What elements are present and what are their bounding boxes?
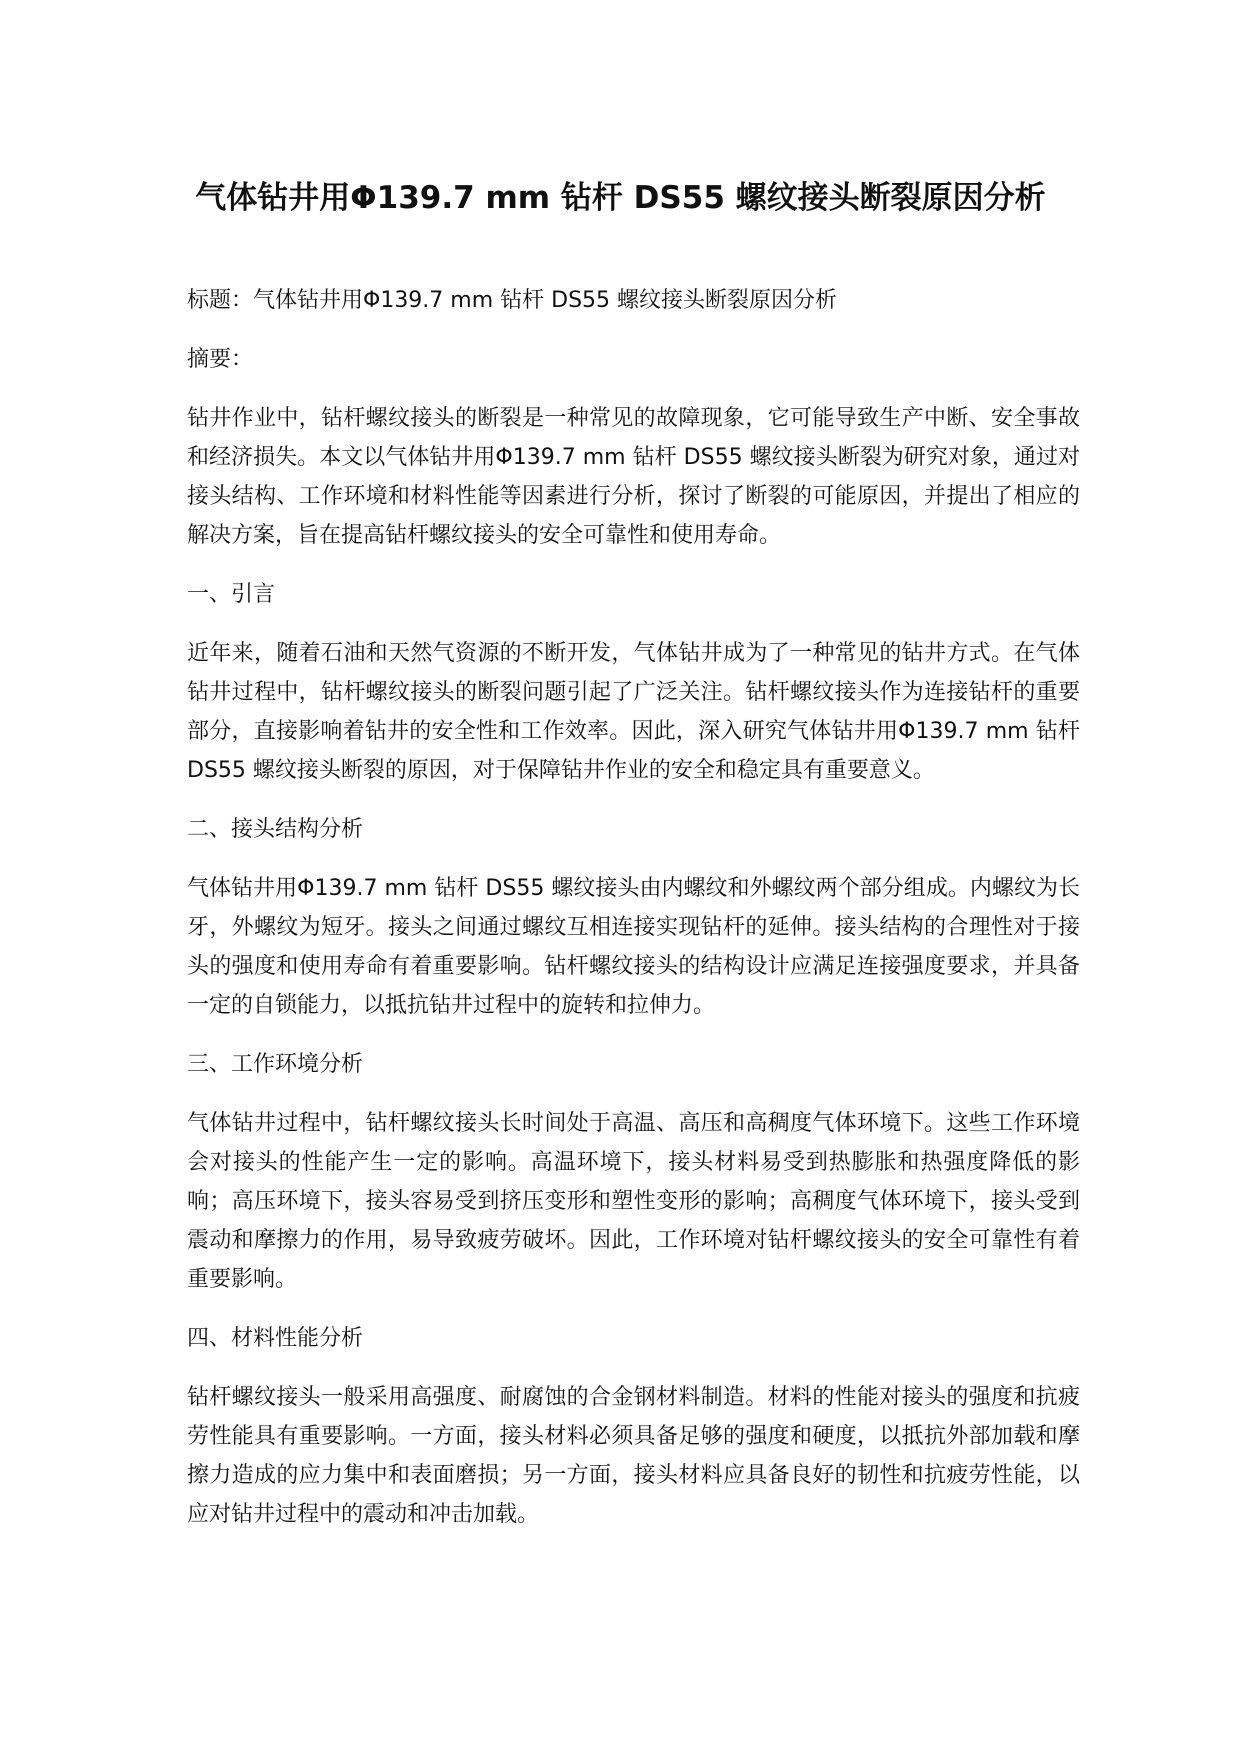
material-paragraph: 钻杆螺纹接头一般采用高强度、耐腐蚀的合金钢材料制造。材料的性能对接头的强度和抗疲劳性能具有重要影响。一方面，接头材料必须具备足够的强度和硬度，以抵抗外部加载和摩擦力造成的应力集中和表面磨损；另一方面，接头材料应具备良好的韧性和抗疲劳性能，以应对钻井过程中的震动和冲击加载。: [187, 1385, 1080, 1527]
title-line: 标题：气体钻井用Φ139.7 mm 钻杆 DS55 螺纹接头断裂原因分析: [187, 288, 838, 313]
document-body: [187, 281, 1080, 1554]
section-heading-environment: 三、工作环境分析: [187, 1052, 364, 1077]
structure-paragraph: 气体钻井用Φ139.7 mm 钻杆 DS55 螺纹接头由内螺纹和外螺纹两个部分组成。内螺纹为长牙，外螺纹为短牙。接头之间通过螺纹互相连接实现钻杆的延伸。接头结构的合理性对于接头的强度和使用寿命有着重要影响。钻杆螺纹接头的结构设计应满足连接强度要求，并具备一定的自锁能力，以抵抗钻井过程中的旋转和拉伸力。: [187, 876, 1080, 1018]
abstract-heading: 摘要：: [187, 347, 254, 372]
section-heading-structure: 二、接头结构分析: [187, 817, 364, 842]
section-heading-material: 四、材料性能分析: [187, 1326, 364, 1351]
abstract-paragraph: 钻井作业中，钻杆螺纹接头的断裂是一种常见的故障现象，它可能导致生产中断、安全事故和经济损失。本文以气体钻井用Φ139.7 mm 钻杆 DS55 螺纹接头断裂为研究对象，通过对接头结构、工作环境和材料性能等因素进行分析，探讨了断裂的可能原因，并提出了相应的解决方案，旨在提高钻杆螺纹接头的安全可靠性和使用寿命。: [187, 406, 1080, 548]
environment-paragraph: 气体钻井过程中，钻杆螺纹接头长时间处于高温、高压和高稠度气体环境下。这些工作环境会对接头的性能产生一定的影响。高温环境下，接头材料易受到热膨胀和热强度降低的影响；高压环境下，接头容易受到挤压变形和塑性变形的影响；高稠度气体环境下，接头受到震动和摩擦力的作用，易导致疲劳破坏。因此，工作环境对钻杆螺纹接头的安全可靠性有着重要影响。: [187, 1111, 1080, 1292]
introduction-paragraph: 近年来，随着石油和天然气资源的不断开发，气体钻井成为了一种常见的钻井方式。在气体钻井过程中，钻杆螺纹接头的断裂问题引起了广泛关注。钻杆螺纹接头作为连接钻杆的重要部分，直接影响着钻井的安全性和工作效率。因此，深入研究气体钻井用Φ139.7 mm 钻杆 DS55 螺纹接头断裂的原因，对于保障钻井作业的安全和稳定具有重要意义。: [187, 641, 1080, 783]
document-title: 气体钻井用Φ139.7 mm 钻杆 DS55 螺纹接头断裂原因分析: [195, 180, 1046, 216]
section-heading-introduction: 一、引言: [187, 582, 276, 607]
